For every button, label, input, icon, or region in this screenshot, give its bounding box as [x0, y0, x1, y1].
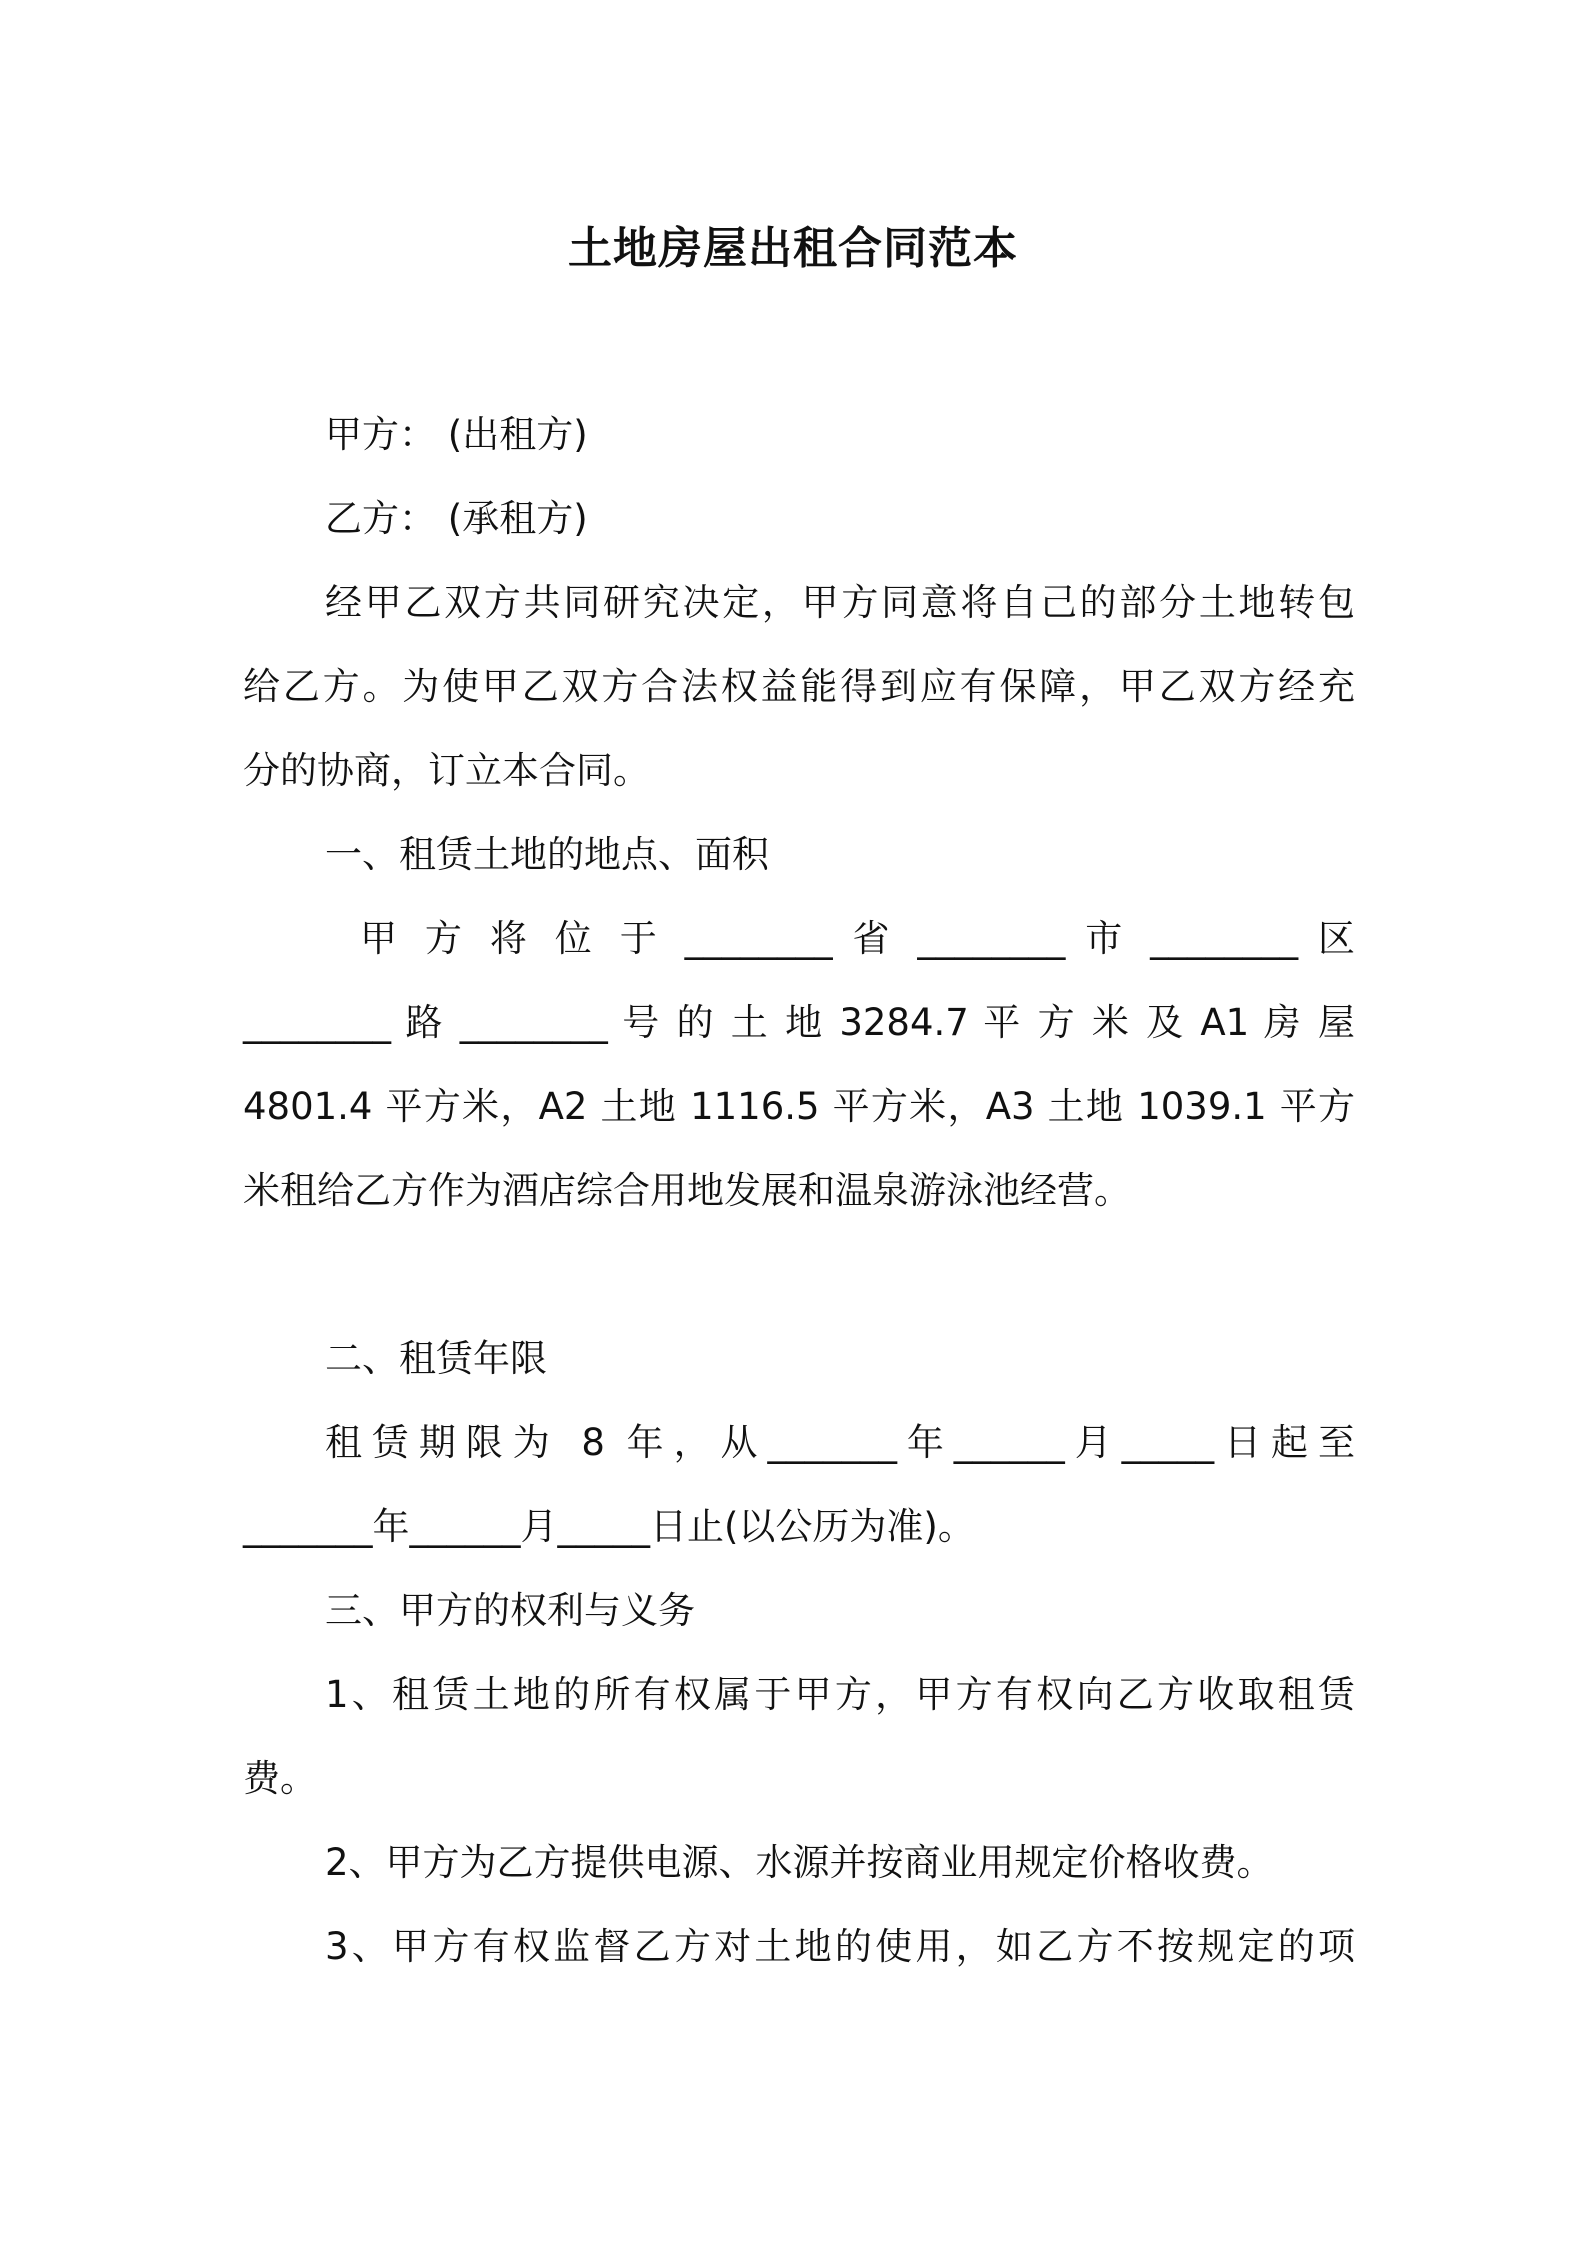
section3-item-1-cont: 费。 — [243, 1757, 317, 1800]
section3-heading: 三、甲方的权利与义务 — [325, 1589, 695, 1632]
section2-line-2: _______年______月_____日止(以公历为准)。 — [243, 1505, 975, 1548]
preamble-line-3: 分的协商，订立本合同。 — [243, 749, 650, 792]
party-a-line: 甲方： (出租方) — [325, 413, 588, 456]
section2-heading: 二、租赁年限 — [325, 1337, 547, 1380]
section1-line-2: ________ 路 ________ 号 的 土 地 3284.7 平 方 米 及 A1 房 屋 — [243, 1001, 1355, 1044]
document-title: 土地房屋出租合同范本 — [568, 223, 1018, 274]
preamble-line-2: 给乙方。为使甲乙双方合法权益能得到应有保障，甲乙双方经充 — [243, 665, 1355, 708]
section1-line-1: 甲 方 将 位 于 ________ 省 ________ 市 ________ 区 — [360, 917, 1355, 960]
section1-line-3: 4801.4 平方米，A2 土地 1116.5 平方米，A3 土地 1039.1 平方 — [243, 1085, 1355, 1128]
section1-line-4: 米租给乙方作为酒店综合用地发展和温泉游泳池经营。 — [243, 1169, 1131, 1212]
preamble-line-1: 经甲乙双方共同研究决定，甲方同意将自己的部分土地转包 — [325, 581, 1355, 624]
section2-line-1: 租赁期限为 8 年，从_______年______月_____日起至 — [325, 1421, 1355, 1464]
section3-item-3: 3、甲方有权监督乙方对土地的使用，如乙方不按规定的项 — [325, 1925, 1355, 1968]
section3-item-1: 1、租赁土地的所有权属于甲方，甲方有权向乙方收取租赁 — [325, 1673, 1355, 1716]
section3-item-2: 2、甲方为乙方提供电源、水源并按商业用规定价格收费。 — [325, 1841, 1274, 1884]
section1-heading: 一、租赁土地的地点、面积 — [325, 833, 769, 876]
party-b-line: 乙方： (承租方) — [325, 497, 588, 540]
